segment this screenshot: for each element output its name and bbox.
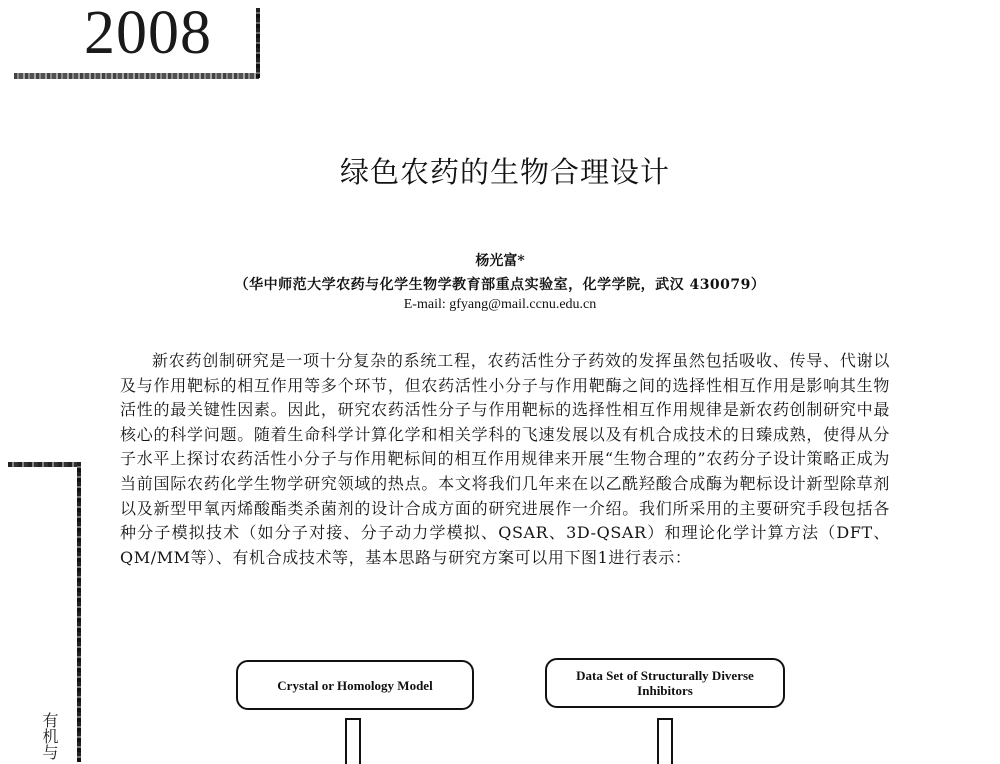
- abstract-paragraph: 新农药创制研究是一项十分复杂的系统工程，农药活性分子药效的发挥虽然包括吸收、传导、代谢以及与作用靶标的相互作用等多个环节，但农药活性小分子与作用靶酶之间的选择性相互作用是影响其生物活性的最关键性因素。因此，研究农药活性分子与作用靶标的选择性相互作用规律是新农药创制研究中最核心的科学问题。随着生命科学计算化学和相关学科的飞速发展以及有机合成技术的日臻成熟，使得从分子水平上探讨农药活性小分子与作用靶标间的相互作用规律来开展“生物合理的”农药分子设计策略正成为当前国际农药化学生物学研究领域的热点。本文将我们几年来在以乙酰羟酸合成酶为靶标设计新型除草剂以及新型甲氧丙烯酸酯类杀菌剂的设计合成方面的研究进展作一介绍。我们所采用的主要研究手段包括各种分子模拟技术（如分子对接、分子动力学模拟、QSAR、3D-QSAR）和理论化学计算方法（DFT、QM/MM等）、有机合成技术等，基本思路与研究方案可以用下图1进行表示：: [120, 351, 890, 567]
- diagram-box-dataset-label: Data Set of Structurally Diverse Inhibitors: [576, 668, 754, 698]
- paper-email: E-mail: gfyang@mail.ccnu.edu.cn: [403, 297, 597, 312]
- margin-side-label: 有机与: [40, 712, 59, 760]
- margin-rule: [8, 462, 80, 467]
- year-underline: [14, 73, 259, 79]
- paper-affiliation: （华中师范大学农药与化学生物学教育部重点实验室，化学学院，武汉 430079）: [234, 277, 766, 293]
- diagram-box-inhibitor-dataset: [545, 658, 785, 708]
- diagram-arrow-right: [657, 718, 673, 764]
- year-header: 2008: [84, 0, 212, 67]
- paper-title: 绿色农药的生物合理设计: [339, 155, 670, 189]
- margin-vertical-rule: [77, 462, 81, 762]
- diagram-box-crystal-model: [236, 660, 474, 710]
- diagram-box-crystal-label: Crystal or Homology Model: [277, 677, 433, 693]
- year-side-bar: [256, 8, 260, 78]
- paper-author: 杨光富*: [475, 253, 525, 269]
- diagram-arrow-left: [345, 718, 361, 764]
